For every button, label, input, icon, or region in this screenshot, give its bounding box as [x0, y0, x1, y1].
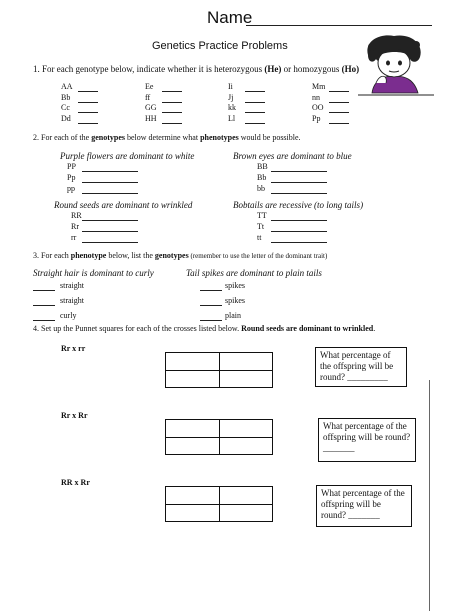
genotype-blank[interactable]: [33, 320, 55, 321]
genotype-label: Mm: [312, 82, 326, 91]
genotype-label: BB: [257, 162, 268, 171]
q3-left-title: Straight hair is dominant to curly: [33, 268, 154, 278]
genotype-label: RR: [71, 211, 82, 220]
phenotype-blank[interactable]: [82, 231, 138, 232]
genotype-label: Ll: [228, 113, 236, 123]
genotype-label: nn: [312, 92, 320, 102]
genotype-label: Ii: [228, 82, 233, 91]
phenotype-blank[interactable]: [82, 193, 138, 194]
cross-label: RR x Rr: [61, 478, 90, 487]
trait-title: Round seeds are dominant to wrinkled: [54, 200, 193, 210]
answer-blank[interactable]: [329, 123, 349, 124]
answer-blank[interactable]: [245, 102, 265, 103]
genotype-blank[interactable]: [200, 305, 222, 306]
q4-instruction: 4. Set up the Punnet squares for each of the crosses listed below. Round seeds are dominant to wrinkled.: [33, 324, 376, 333]
cross-label: Rr x rr: [61, 344, 86, 353]
punnett-divider-h: [166, 504, 272, 505]
genotype-label: tt: [257, 233, 262, 242]
genotype-label: Bb: [61, 92, 71, 102]
phenotype-label: spikes: [225, 281, 245, 290]
answer-blank[interactable]: [162, 123, 182, 124]
phenotype-blank[interactable]: [271, 220, 327, 221]
answer-blank[interactable]: [162, 91, 182, 92]
name-label: Name: [207, 8, 253, 27]
answer-blank[interactable]: [245, 112, 265, 113]
percentage-question-box[interactable]: What percentage of the offspring will be round? _________: [315, 347, 407, 387]
percentage-question-box[interactable]: What percentage of the offspring will be round? _______: [316, 485, 412, 527]
phenotype-blank[interactable]: [271, 182, 327, 183]
genotype-label: HH: [145, 113, 157, 123]
phenotype-label: curly: [60, 311, 77, 320]
phenotype-blank[interactable]: [82, 171, 138, 172]
q3-instruction: 3. For each phenotype below, list the genotypes (remember to use the letter of the dominant trait): [33, 251, 328, 260]
phenotype-blank[interactable]: [271, 231, 327, 232]
phenotype-label: straight: [60, 281, 84, 290]
genotype-label: rr: [71, 233, 77, 242]
genotype-label: Bb: [257, 173, 267, 182]
genotype-label: TT: [257, 211, 267, 220]
punnett-divider-h: [166, 437, 272, 438]
genotype-label: OO: [312, 103, 324, 112]
genotype-label: PP: [67, 162, 76, 171]
genotype-label: Pp: [312, 113, 321, 123]
genotype-label: Ee: [145, 82, 154, 91]
cross-label: Rr x Rr: [61, 411, 88, 420]
genotype-label: GG: [145, 103, 157, 112]
punnett-square[interactable]: [165, 419, 273, 455]
q2-instruction: 2. For each of the genotypes below determine what phenotypes would be possible.: [33, 133, 301, 142]
answer-blank[interactable]: [245, 91, 265, 92]
genotype-label: pp: [67, 184, 75, 193]
genotype-blank[interactable]: [200, 320, 222, 321]
answer-blank[interactable]: [78, 102, 98, 103]
genotype-label: Tt: [257, 222, 265, 231]
answer-blank[interactable]: [245, 123, 265, 124]
genotype-label: Dd: [61, 113, 71, 123]
trait-title: Brown eyes are dominant to blue: [233, 151, 352, 161]
punnett-square[interactable]: [165, 486, 273, 522]
genotype-label: ff: [145, 92, 151, 102]
phenotype-blank[interactable]: [82, 220, 138, 221]
phenotype-label: plain: [225, 311, 241, 320]
genotype-label: bb: [257, 184, 265, 193]
phenotype-blank[interactable]: [271, 193, 327, 194]
answer-blank[interactable]: [329, 102, 349, 103]
genotype-blank[interactable]: [33, 290, 55, 291]
answer-blank[interactable]: [329, 112, 349, 113]
trait-title: Purple flowers are dominant to white: [60, 151, 195, 161]
answer-blank[interactable]: [329, 91, 349, 92]
page-margin-line: [429, 380, 430, 611]
trait-title: Bobtails are recessive (to long tails): [233, 200, 364, 210]
q3-right-title: Tail spikes are dominant to plain tails: [186, 268, 322, 278]
answer-blank[interactable]: [78, 91, 98, 92]
page-title: Genetics Practice Problems: [152, 40, 288, 52]
phenotype-blank[interactable]: [271, 242, 327, 243]
punnett-divider-h: [166, 370, 272, 371]
girl-illustration: [358, 33, 434, 97]
phenotype-blank[interactable]: [82, 242, 138, 243]
genotype-blank[interactable]: [33, 305, 55, 306]
genotype-label: AA: [61, 82, 73, 91]
genotype-label: Jj: [228, 92, 234, 102]
phenotype-blank[interactable]: [271, 171, 327, 172]
phenotype-blank[interactable]: [82, 182, 138, 183]
percentage-question-box[interactable]: What percentage of the offspring will be round? _______: [318, 418, 416, 462]
name-field[interactable]: [246, 25, 432, 26]
phenotype-label: spikes: [225, 296, 245, 305]
genotype-label: kk: [228, 103, 236, 112]
q1-instruction: 1. For each genotype below, indicate whether it is heterozygous (He) or homozygous (Ho): [33, 64, 360, 74]
answer-blank[interactable]: [78, 112, 98, 113]
phenotype-label: straight: [60, 296, 84, 305]
genotype-blank[interactable]: [200, 290, 222, 291]
genotype-label: Rr: [71, 222, 79, 231]
genotype-label: Pp: [67, 173, 76, 182]
genotype-label: Cc: [61, 103, 70, 112]
answer-blank[interactable]: [162, 102, 182, 103]
answer-blank[interactable]: [162, 112, 182, 113]
punnett-square[interactable]: [165, 352, 273, 388]
answer-blank[interactable]: [78, 123, 98, 124]
